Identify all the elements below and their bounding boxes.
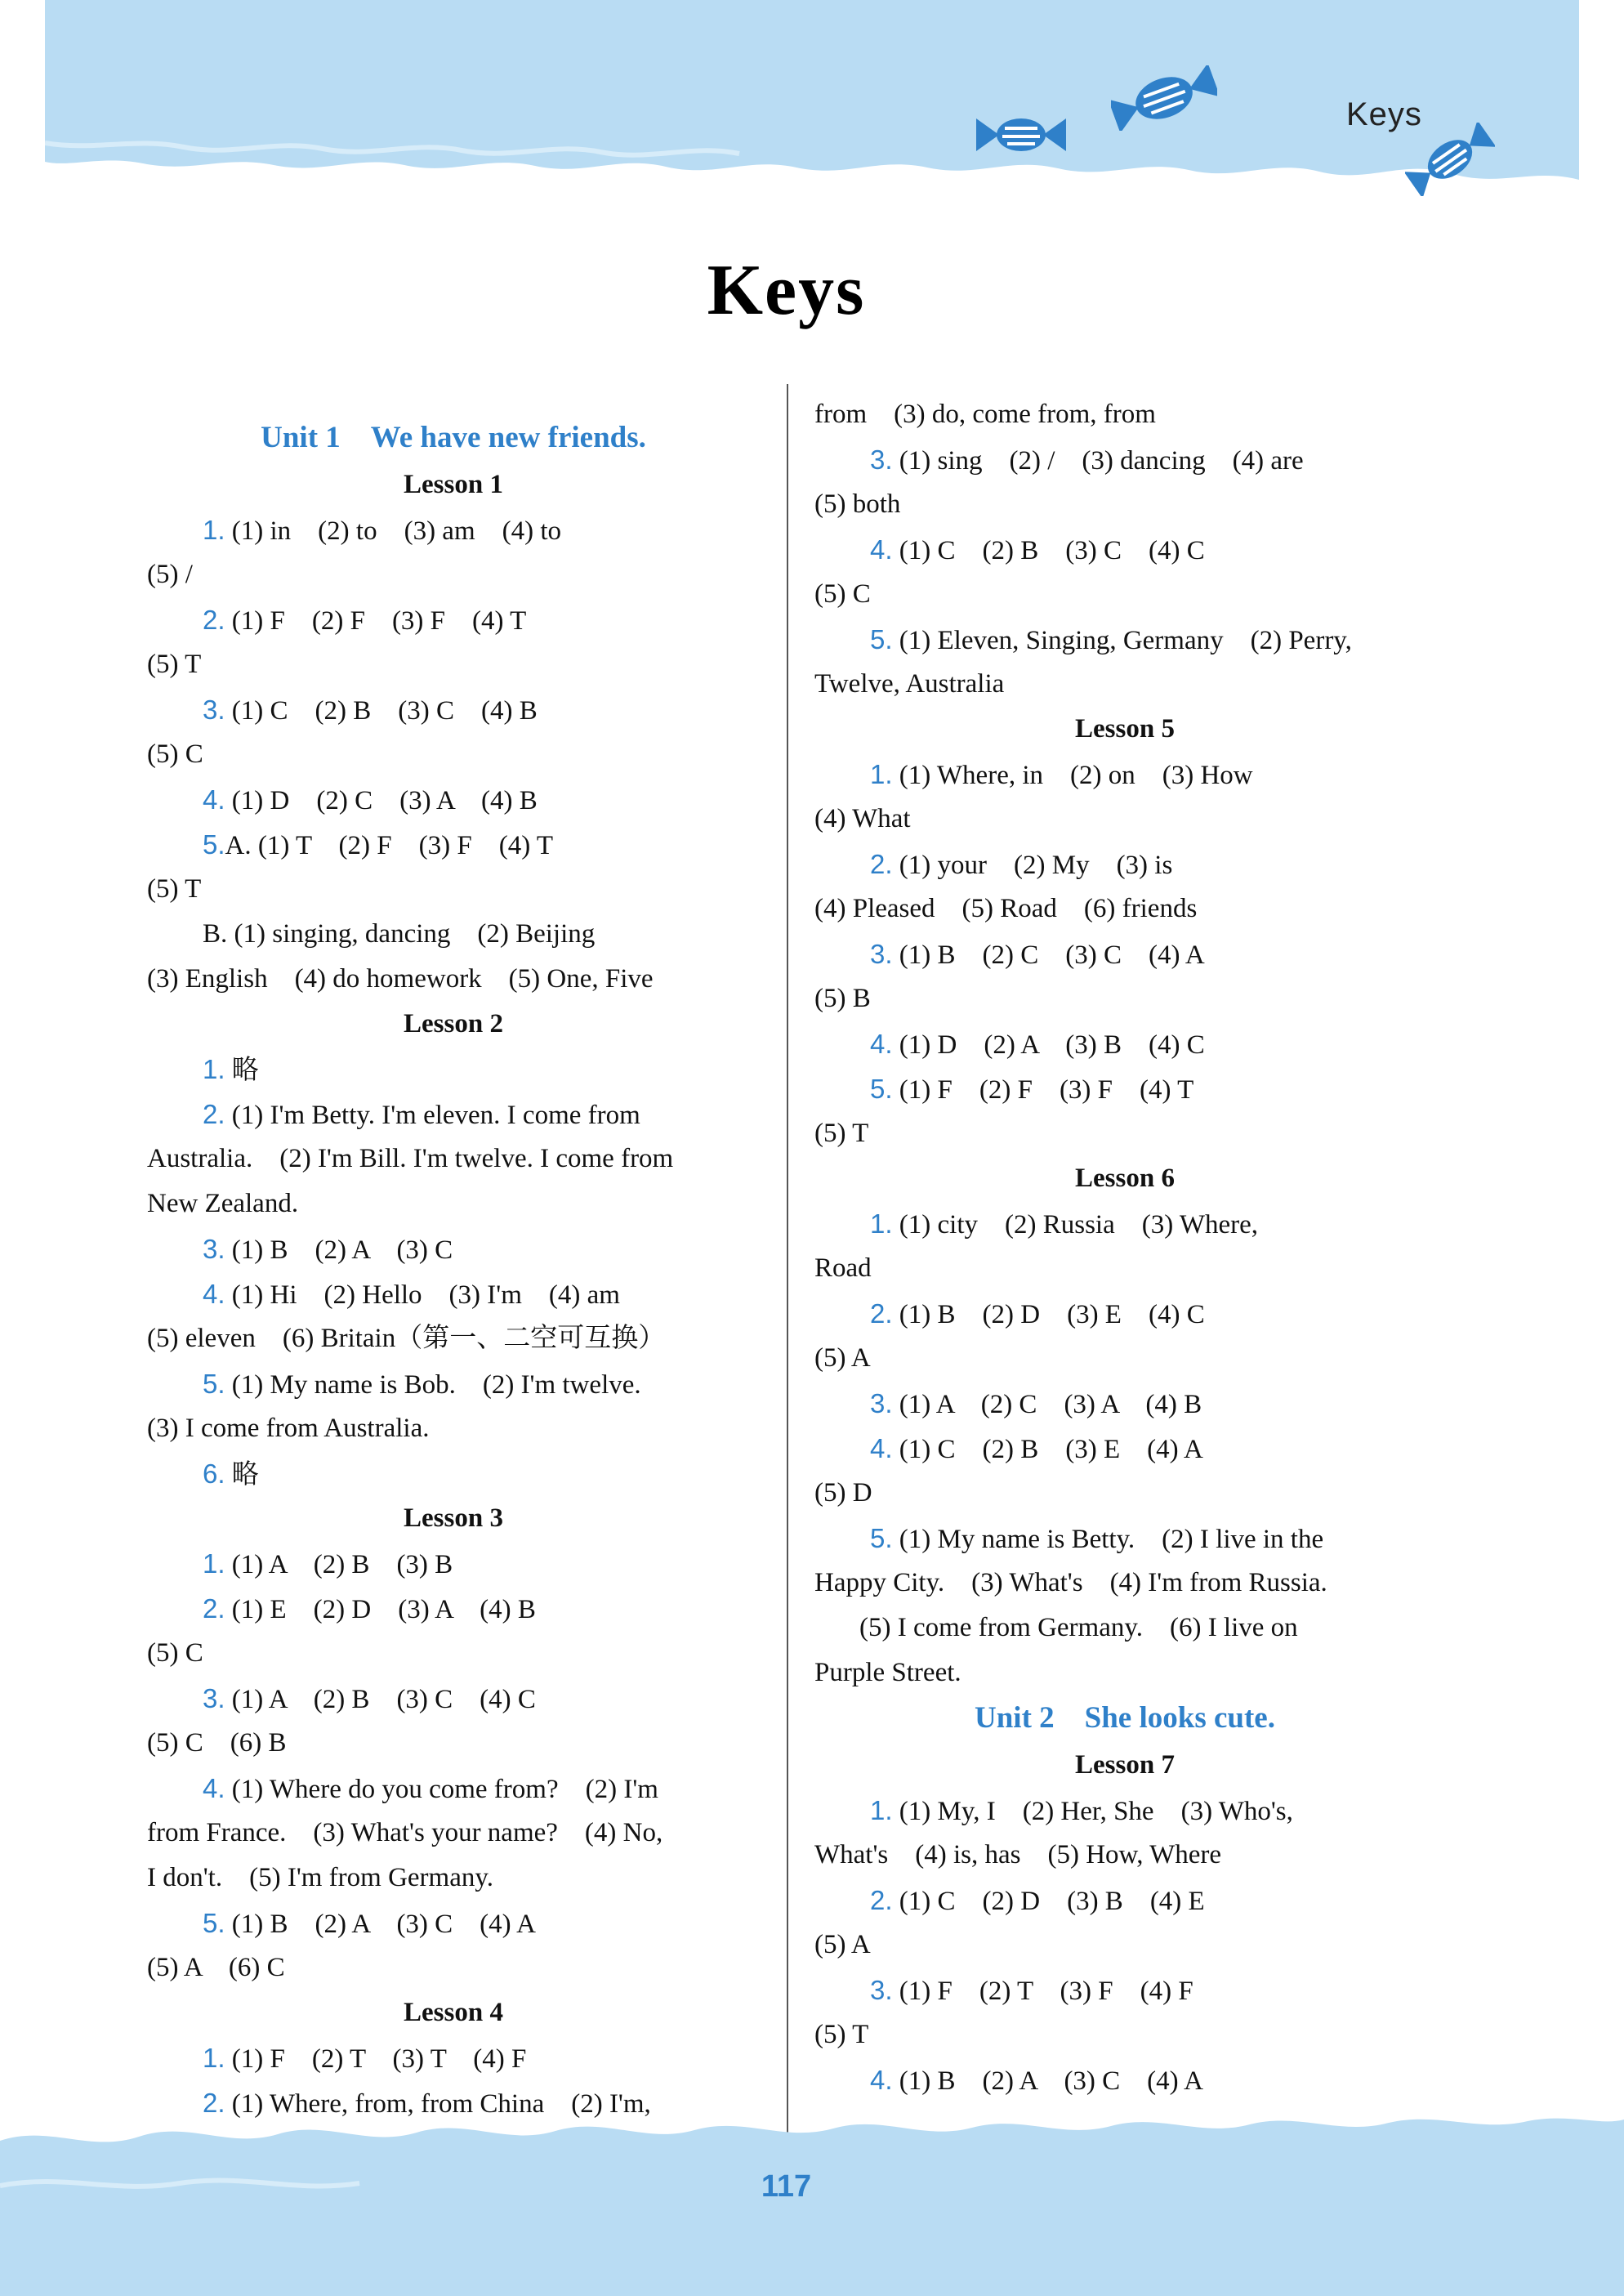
question-number: 1. <box>870 759 893 789</box>
answer-text: (1) Where do you come from? (2) I'm <box>231 1775 658 1804</box>
answer-line: New Zealand. <box>147 1189 299 1218</box>
lesson-heading: Lesson 4 <box>404 1998 503 2027</box>
answer-line <box>147 1901 760 1945</box>
answer-line: Happy City. (3) What's (4) I'm from Russia. <box>814 1568 1327 1597</box>
unit-heading: Unit 2 She looks cute. <box>975 1701 1275 1735</box>
answer-text: 略 <box>231 1460 259 1490</box>
question-number: 2. <box>870 849 893 879</box>
answer-line: (3) English (4) do homework (5) One, Five <box>147 964 654 994</box>
answer-line: (5) D <box>814 1478 872 1508</box>
question-number: 1. <box>203 515 225 545</box>
answer-text: (1) B (2) D (3) E (4) C <box>899 1300 1205 1329</box>
question-number: 6. <box>203 1458 225 1489</box>
column-divider <box>787 384 788 2133</box>
answer-line: (5) T <box>814 2020 869 2049</box>
question-number: 3. <box>203 1234 225 1264</box>
question-number: 1. <box>203 1548 225 1579</box>
answer-line: (5) C <box>147 739 203 769</box>
question-number: 3. <box>203 1683 225 1713</box>
question-number: 1. <box>870 1208 893 1239</box>
answer-line: I don't. (5) I'm from Germany. <box>147 1863 493 1892</box>
answer-text: (1) C (2) B (3) C (4) C <box>899 536 1205 565</box>
candy-icon <box>1405 123 1495 196</box>
answer-line <box>814 1426 1435 1471</box>
unit-heading: Unit 1 We have new friends. <box>261 421 646 454</box>
answer-line: (5) both <box>814 489 901 519</box>
answer-text: (1) Hi (2) Hello (3) I'm (4) am <box>231 1280 620 1310</box>
answer-line: (5) B <box>814 984 871 1013</box>
question-number: 4. <box>870 1029 893 1059</box>
answer-text: (1) Where, from, from China (2) I'm, <box>231 2089 651 2119</box>
answer-line: Road <box>814 1253 872 1283</box>
answer-text: (1) your (2) My (3) is <box>899 851 1173 880</box>
answer-line <box>814 1066 1435 1111</box>
answer-line: (5) eleven (6) Britain（第一、二空可互换） <box>147 1324 666 1353</box>
answer-text: (1) I'm Betty. I'm eleven. I come from <box>231 1101 640 1130</box>
question-number: 4. <box>203 784 225 815</box>
question-number: 2. <box>870 1885 893 1915</box>
answer-line: Twelve, Australia <box>814 669 1005 699</box>
question-number: 5. <box>203 1908 225 1938</box>
answer-text: (1) B (2) C (3) C (4) A <box>899 940 1205 970</box>
page-number: 117 <box>761 2169 812 2204</box>
answer-line: from (3) do, come from, from <box>814 400 1156 429</box>
answer-line: Australia. (2) I'm Bill. I'm twelve. I come from <box>147 1144 674 1173</box>
answer-line: (5) A <box>814 1930 871 1959</box>
question-number: 1. <box>203 1054 225 1084</box>
answer-line: (5) T <box>147 650 202 679</box>
answer-line <box>814 1021 1435 1066</box>
question-number: 3. <box>870 939 893 969</box>
answer-line <box>814 1878 1435 1923</box>
answer-text: (1) F (2) F (3) F (4) T <box>231 606 527 636</box>
answer-line: (5) A (6) C <box>147 1953 285 1982</box>
answer-text: (1) C (2) B (3) E (4) A <box>899 1435 1203 1464</box>
answer-line <box>814 1788 1435 1833</box>
answer-line <box>147 1361 760 1406</box>
answer-line: (5) C <box>814 579 871 609</box>
answer-text: (1) A (2) C (3) A (4) B <box>899 1390 1202 1419</box>
question-number: 3. <box>870 1975 893 2005</box>
question-number: 2. <box>203 1099 225 1129</box>
answer-line: (5) A <box>814 1343 871 1373</box>
answer-line <box>814 2057 1435 2102</box>
question-number: 4. <box>870 1433 893 1463</box>
question-number: 4. <box>870 2065 893 2095</box>
question-number: 4. <box>870 534 893 565</box>
question-number: 5. <box>870 624 893 654</box>
question-number: 3. <box>203 695 225 725</box>
lesson-heading: Lesson 3 <box>404 1503 503 1533</box>
answer-text: (1) city (2) Russia (3) Where, <box>899 1210 1259 1240</box>
answer-text: (1) E (2) D (3) A (4) B <box>231 1595 536 1624</box>
lesson-heading: Lesson 1 <box>404 470 503 499</box>
answer-line <box>147 1047 760 1092</box>
answer-line: (5) C <box>147 1638 203 1668</box>
answer-text: 略 <box>231 1056 259 1085</box>
answer-line <box>814 842 1435 887</box>
question-number: 4. <box>203 1773 225 1803</box>
answer-line <box>814 437 1435 482</box>
answer-text: (1) B (2) A (3) C (4) A <box>231 1910 536 1939</box>
answer-text: (1) A (2) B (3) C (4) C <box>231 1685 536 1714</box>
answer-text: (1) B (2) A (3) C <box>231 1235 453 1265</box>
question-number: 2. <box>203 605 225 635</box>
question-number: 5. <box>203 829 225 860</box>
question-number: 1. <box>203 2043 225 2073</box>
answer-line <box>147 1586 760 1631</box>
answer-line: (5) C (6) B <box>147 1728 287 1758</box>
answer-line: (5) T <box>147 874 202 904</box>
lesson-heading: Lesson 7 <box>1075 1750 1175 1780</box>
question-number: 2. <box>870 1298 893 1329</box>
answer-line <box>147 597 760 642</box>
question-number: 5. <box>870 1523 893 1553</box>
answer-line <box>814 1381 1435 1426</box>
answer-text: (1) F (2) T (3) T (4) F <box>231 2044 527 2074</box>
answer-line: (5) / <box>147 560 193 589</box>
lesson-heading: Lesson 2 <box>404 1009 503 1039</box>
answer-line: (4) Pleased (5) Road (6) friends <box>814 894 1198 923</box>
answer-line <box>147 2035 760 2080</box>
page-title: Keys <box>707 251 866 330</box>
answer-text: (1) F (2) T (3) F (4) F <box>899 1977 1193 2006</box>
question-number: 4. <box>203 1279 225 1309</box>
answer-line <box>147 1676 760 1721</box>
lesson-heading: Lesson 6 <box>1075 1164 1175 1193</box>
answer-text: (1) My name is Betty. (2) I live in the <box>899 1525 1324 1554</box>
question-number: 3. <box>870 444 893 475</box>
answer-line <box>814 1201 1435 1246</box>
question-number: 3. <box>870 1388 893 1418</box>
answer-text: (1) D (2) C (3) A (4) B <box>231 786 538 815</box>
question-number: 1. <box>870 1795 893 1825</box>
candy-icon <box>1111 65 1217 131</box>
answer-text: A. (1) T (2) F (3) F (4) T <box>225 831 554 860</box>
answer-line: from France. (3) What's your name? (4) No, <box>147 1818 663 1847</box>
answer-text: (1) in (2) to (3) am (4) to <box>231 516 562 546</box>
candy-icon <box>976 110 1066 159</box>
answer-text: (1) C (2) D (3) B (4) E <box>899 1887 1205 1916</box>
answer-line <box>147 1766 760 1811</box>
answer-text: (1) B (2) A (3) C (4) A <box>899 2066 1203 2096</box>
answer-text: (1) My, I (2) Her, She (3) Who's, <box>899 1797 1293 1826</box>
answer-text: (1) D (2) A (3) B (4) C <box>899 1030 1205 1060</box>
header-section-label: Keys <box>1346 96 1422 132</box>
answer-line: (5) I come from Germany. (6) I live on <box>859 1613 1298 1642</box>
answer-line <box>147 1451 760 1496</box>
answer-line <box>147 1092 760 1137</box>
question-number: 2. <box>203 1593 225 1624</box>
lesson-heading: Lesson 5 <box>1075 714 1175 744</box>
question-number: 5. <box>203 1369 225 1399</box>
answer-text: (1) sing (2) / (3) dancing (4) are <box>899 446 1304 476</box>
answer-line <box>814 752 1435 797</box>
answer-line <box>814 617 1435 662</box>
answer-line <box>147 687 760 732</box>
answer-text: (1) C (2) B (3) C (4) B <box>231 696 538 726</box>
question-number: 2. <box>203 2088 225 2118</box>
answer-line <box>814 1516 1435 1561</box>
answer-line <box>814 1968 1435 2012</box>
question-number: 5. <box>870 1074 893 1104</box>
answer-line <box>147 777 760 822</box>
answer-line <box>147 1271 760 1316</box>
answer-line: B. (1) singing, dancing (2) Beijing <box>203 919 596 949</box>
right-column <box>814 392 1435 2102</box>
answer-text: (1) A (2) B (3) B <box>231 1550 453 1579</box>
left-column <box>147 415 760 2125</box>
answer-text: (1) Eleven, Singing, Germany (2) Perry, <box>899 626 1352 655</box>
answer-text: (1) My name is Bob. (2) I'm twelve. <box>231 1370 641 1400</box>
answer-line <box>814 1291 1435 1336</box>
answer-line <box>814 527 1435 572</box>
answer-line <box>147 507 760 552</box>
answer-line: (3) I come from Australia. <box>147 1414 430 1443</box>
answer-line <box>814 931 1435 976</box>
answer-text: (1) F (2) F (3) F (4) T <box>899 1075 1194 1105</box>
answer-text: (1) Where, in (2) on (3) How <box>899 761 1253 790</box>
answer-line <box>147 822 760 867</box>
answer-line <box>147 1226 760 1271</box>
answer-line: Purple Street. <box>814 1658 961 1687</box>
answer-line <box>147 1541 760 1586</box>
answer-line: What's (4) is, has (5) How, Where <box>814 1840 1222 1869</box>
answer-line: (5) T <box>814 1119 869 1148</box>
answer-line: (4) What <box>814 804 911 833</box>
